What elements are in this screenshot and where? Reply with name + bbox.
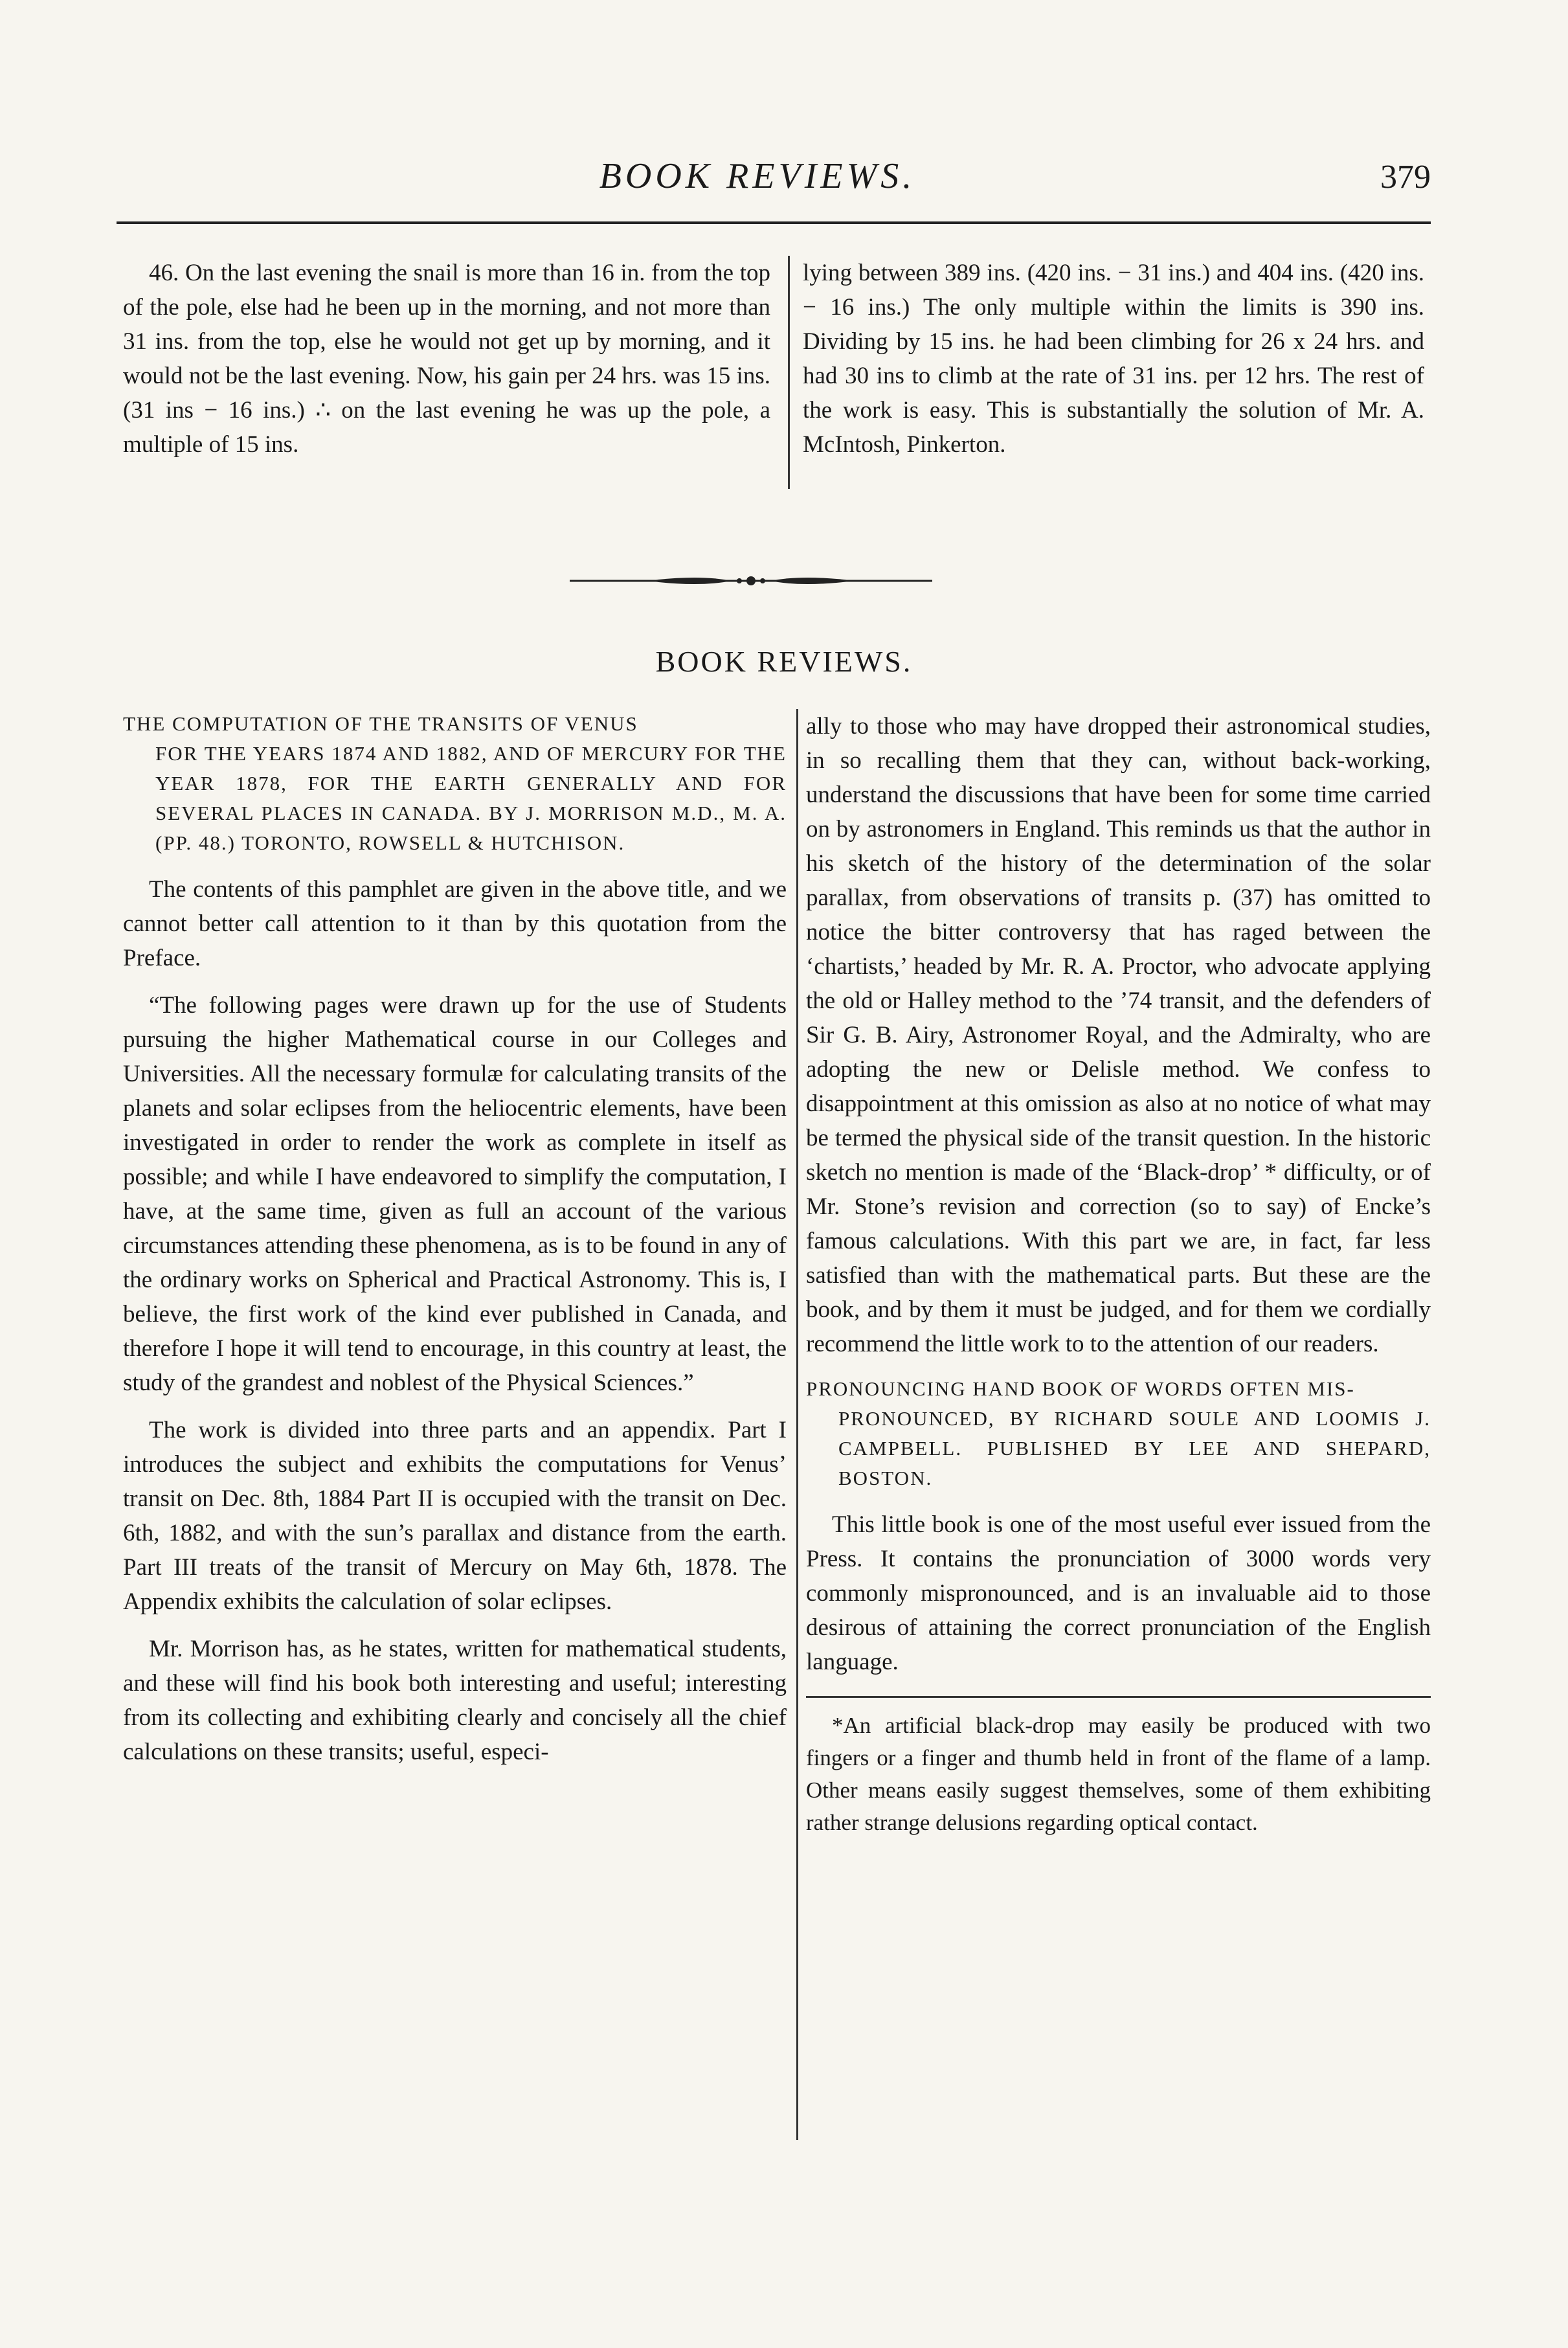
section-heading: BOOK REVIEWS. <box>655 645 913 678</box>
review-paragraph: This little book is one of the most useful ever issued from the Press. It contains the pronunciation of 3000 words very commonly mispronounced, and is an invaluable aid to those desirous of attaining the correct pronunciation of the English language. <box>806 1511 1431 1675</box>
column-divider-lower <box>796 709 798 2140</box>
review-paragraph-continued: ally to those who may have dropped their astronomical studies, in so recalling them that they can, without back-working, understand the discussions that have been for some time carried on by astronomers in England. This reminds us that the author in his sketch of the history of the determination of the solar parallax, from observations of transits p. (37) has omitted to notice the bitter controversy that has raged between the ‘chartists,’ headed by Mr. R. A. Proctor, who advocate applying the old or Halley method to the ’74 transit, and the defenders of Sir G. B. Airy, Astronomer Royal, and the Admiralty, who are adopting the new or Delisle method. We confess to disappointment at this omission as also at no notice of what may be termed the physical side of the transit question. In the historic sketch no mention is made of the ‘Black-drop’ * difficulty, or of Mr. Stone’s revision and correction (so to say) of Encke’s famous calculations. With this part we are, in fact, far less satisfied than with the mathematical parts. But these are the book, and by them it must be judged, and for them we cordially recommend the little work to to the attention of our readers. <box>806 713 1431 1357</box>
reviews-right-column <box>806 709 1431 1839</box>
running-title: BOOK REVIEWS. <box>599 156 916 196</box>
decorative-ornament-rule <box>570 573 932 589</box>
puzzle-solution-paragraph-right: lying between 389 ins. (420 ins. − 31 ins.) and 404 ins. (420 ins. − 16 ins.) The only multiple within the limits is 390 ins. Dividing by 15 ins. he had been climbing for 26 x 24 hrs. and had 30 ins to climb at the rate of 31 ins. per 12 hrs. The rest of the work is easy. This is substantially the solution of Mr. A. McIntosh, Pinkerton. <box>803 260 1424 458</box>
review-title-line-1: THE COMPUTATION OF THE TRANSITS OF VENUS <box>123 712 638 735</box>
page-number: 379 <box>1380 159 1431 196</box>
review-title-transits <box>123 709 787 858</box>
puzzle-solution-right-column <box>803 256 1424 462</box>
header-rule <box>117 221 1431 224</box>
review-paragraph: Mr. Morrison has, as he states, written for mathematical students, and these will find his book both interesting and useful; interesting from its collecting and exhibiting clearly and concisely all the chief calculations on these transits; useful, especi- <box>123 1636 787 1765</box>
review-paragraph: The work is divided into three parts and an appendix. Part I introduces the subject and exhibits the computations for Venus’ transit on Dec. 8th, 1884 Part II is occupied with the transit on Dec. 6th, 1882, and with the sun’s parallax and distance from the earth. Part III treats of the transit of Mercury on May 6th, 1878. The Appendix exhibits the calculation of solar eclipses. <box>123 1417 787 1615</box>
review-title-rest: PRONOUNCED, BY RICHARD SOULE AND LOOMIS J. CAMPBELL. PUBLISHED BY LEE AND SHEPARD, BOSTON. <box>838 1407 1431 1489</box>
footnote: *An artificial black-drop may easily be produced with two fingers or a finger and thumb held in front of the flame of a lamp. Other means easily suggest themselves, some of them exhibiting rather strange delusions regarding optical contact. <box>806 1713 1431 1835</box>
column-divider-top <box>788 256 790 489</box>
preface-quotation: “The following pages were drawn up for the use of Students pursuing the higher Mathematical course in our Colleges and Universities. All the necessary formulæ for calculating transits of the planets and solar eclipses from the heliocentric elements, have been investigated in order to render the work as complete in itself as possible; and while I have endeavored to simplify the computation, I have, at the same time, given as full an account of the various circumstances attending these phenomena, as is to be found in any of the ordinary works on Spherical and Practical Astronomy. This is, I believe, the first work of the kind ever published in Canada, and therefore I hope it will tend to encourage, in this country at least, the study of the grandest and noblest of the Physical Sciences.” <box>123 992 787 1396</box>
footnote-rule <box>806 1696 1431 1698</box>
running-header <box>84 155 1431 214</box>
review-title-line-1: PRONOUNCING HAND BOOK OF WORDS OFTEN MIS- <box>806 1377 1355 1400</box>
puzzle-solution-left-column <box>123 256 770 462</box>
review-title-rest: FOR THE YEARS 1874 AND 1882, AND OF MERCURY FOR THE YEAR 1878, FOR THE EARTH GENERALLY AND FOR SEVERAL PLACES IN CANADA. BY J. MORRISON M.D., M. A. (PP. 48.) TORONTO, ROWSELL & HUTCHISON. <box>155 742 787 854</box>
review-paragraph: The contents of this pamphlet are given in the above title, and we cannot better call attention to it than by this quotation from the Preface. <box>123 876 787 971</box>
review-title-pronouncing <box>806 1374 1431 1493</box>
puzzle-solution-paragraph-left: 46. On the last evening the snail is more than 16 in. from the top of the pole, else had he been up in the morning, and not more than 31 ins. from the top, else he would not get up by morning, and it would not be the last evening. Now, his gain per 24 hrs. was 15 ins. (31 ins − 16 ins.) ∴ on the last evening he was up the pole, a multiple of 15 ins. <box>123 260 770 458</box>
reviews-left-column <box>123 709 787 1769</box>
